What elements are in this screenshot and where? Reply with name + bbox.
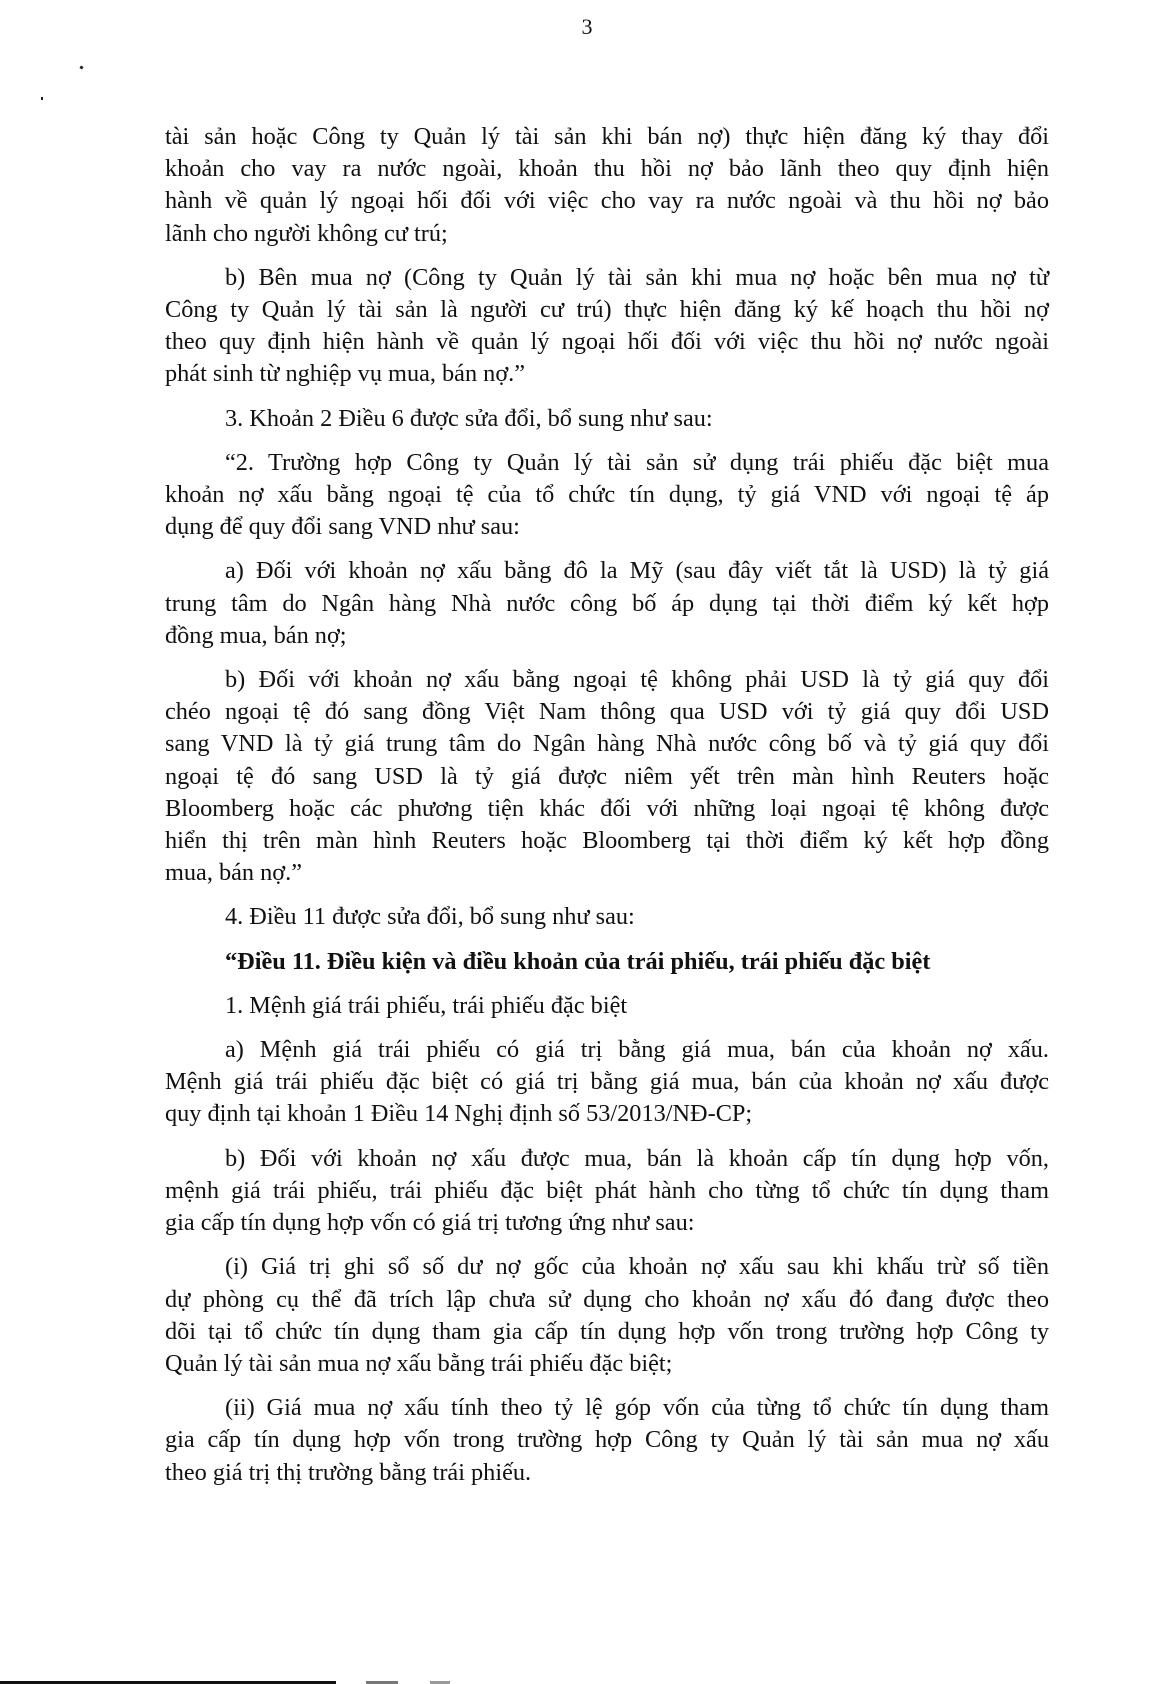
text-line: (i) Giá trị ghi sổ số dư nợ gốc của khoản nợ xấu sau khi khấu trừ số tiền: [225, 1253, 1049, 1281]
paragraph: [165, 555, 1049, 652]
text-line: Công ty Quản lý tài sản là người cư trú) thực hiện đăng ký kế hoạch thu hồi nợ: [165, 296, 1049, 324]
text-line: trung tâm do Ngân hàng Nhà nước công bố áp dụng tại thời điểm ký kết hợp: [165, 589, 1049, 617]
text-line: hiển thị trên màn hình Reuters hoặc Bloomberg tại thời điểm ký kết hợp đồng: [165, 827, 1049, 855]
paragraph: [165, 1251, 1049, 1380]
paragraph: [165, 990, 1049, 1022]
text-line: theo quy định hiện hành về quản lý ngoại hối đối với việc thu hồi nợ nước ngoài: [165, 328, 1049, 356]
text-line: quy định tại khoản 1 Điều 14 Nghị định số 53/2013/NĐ-CP;: [165, 1100, 753, 1128]
text-line: “2. Trường hợp Công ty Quản lý tài sản sử dụng trái phiếu đặc biệt mua: [225, 448, 1049, 476]
paragraph: [165, 1392, 1049, 1489]
text-line: b) Đối với khoản nợ xấu được mua, bán là khoản cấp tín dụng hợp vốn,: [225, 1144, 1049, 1172]
text-line: mệnh giá trái phiếu, trái phiếu đặc biệt phát hành cho từng tổ chức tín dụng tham: [165, 1176, 1049, 1204]
text-line: 1. Mệnh giá trái phiếu, trái phiếu đặc biệt: [225, 991, 628, 1019]
text-line: dõi tại tổ chức tín dụng tham gia cấp tín dụng hợp vốn trong trường hợp Công ty: [165, 1317, 1049, 1345]
text-line: tài sản hoặc Công ty Quản lý tài sản khi bán nợ) thực hiện đăng ký thay đổi: [165, 123, 1049, 150]
text-line: mua, bán nợ.”: [165, 859, 302, 887]
text-line: hành về quản lý ngoại hối đối với việc cho vay ra nước ngoài và thu hồi nợ bảo: [165, 187, 1049, 215]
text-line: dụng để quy đổi sang VND như sau:: [165, 513, 520, 541]
text-line: Quản lý tài sản mua nợ xấu bằng trái phiếu đặc biệt;: [165, 1349, 673, 1377]
scan-speck: [41, 97, 43, 100]
text-line: (ii) Giá mua nợ xấu tính theo tỷ lệ góp vốn của từng tổ chức tín dụng tham: [225, 1394, 1049, 1422]
text-line: phát sinh từ nghiệp vụ mua, bán nợ.”: [165, 360, 526, 388]
text-line: “Điều 11. Điều kiện và điều khoản của trái phiếu, trái phiếu đặc biệt: [225, 947, 931, 975]
text-line: gia cấp tín dụng hợp vốn có giá trị tương ứng như sau:: [165, 1209, 695, 1237]
text-line: Mệnh giá trái phiếu đặc biệt có giá trị bằng giá mua, bán của khoản nợ xấu được: [165, 1068, 1049, 1096]
text-line: b) Bên mua nợ (Công ty Quản lý tài sản khi mua nợ hoặc bên mua nợ từ: [225, 263, 1049, 291]
text-line: Bloomberg hoặc các phương tiện khác đối với những loại ngoại tệ không được: [165, 794, 1049, 822]
text-line: chéo ngoại tệ đó sang đồng Việt Nam thông qua USD với tỷ giá quy đổi USD: [165, 698, 1049, 726]
paragraph: [165, 901, 1049, 933]
paragraph: [165, 1034, 1049, 1131]
text-line: đồng mua, bán nợ;: [165, 621, 347, 649]
text-line: gia cấp tín dụng hợp vốn trong trường hợp Công ty Quản lý tài sản mua nợ xấu: [165, 1426, 1049, 1454]
document-body: [165, 121, 1049, 1501]
article-heading: [165, 946, 1049, 978]
scan-speck: [79, 65, 83, 69]
text-line: lãnh cho người không cư trú;: [165, 219, 448, 247]
paragraph: [165, 403, 1049, 435]
paragraph: [165, 121, 1049, 250]
paragraph: [165, 262, 1049, 391]
text-line: 4. Điều 11 được sửa đổi, bổ sung như sau:: [225, 903, 635, 931]
text-line: a) Mệnh giá trái phiếu có giá trị bằng giá mua, bán của khoản nợ xấu.: [225, 1036, 1049, 1064]
page-number: 3: [581, 14, 593, 39]
text-line: 3. Khoản 2 Điều 6 được sửa đổi, bổ sung như sau:: [225, 404, 713, 432]
text-line: sang VND là tỷ giá trung tâm do Ngân hàng Nhà nước công bố và tỷ giá quy đổi: [165, 730, 1049, 758]
text-line: a) Đối với khoản nợ xấu bằng đô la Mỹ (sau đây viết tắt là USD) là tỷ giá: [225, 557, 1049, 585]
text-line: khoản cho vay ra nước ngoài, khoản thu hồi nợ bảo lãnh theo quy định hiện: [165, 155, 1049, 183]
paragraph: [165, 664, 1049, 889]
text-line: dự phòng cụ thể đã trích lập chưa sử dụng cho khoản nợ xấu đó đang được theo: [165, 1285, 1049, 1313]
paragraph: [165, 447, 1049, 544]
text-line: b) Đối với khoản nợ xấu bằng ngoại tệ không phải USD là tỷ giá quy đổi: [225, 666, 1049, 694]
text-line: khoản nợ xấu bằng ngoại tệ của tổ chức tín dụng, tỷ giá VND với ngoại tệ áp: [165, 481, 1049, 509]
text-line: theo giá trị thị trường bằng trái phiếu.: [165, 1458, 532, 1486]
text-line: ngoại tệ đó sang USD là tỷ giá được niêm yết trên màn hình Reuters hoặc: [165, 762, 1049, 790]
paragraph: [165, 1143, 1049, 1240]
